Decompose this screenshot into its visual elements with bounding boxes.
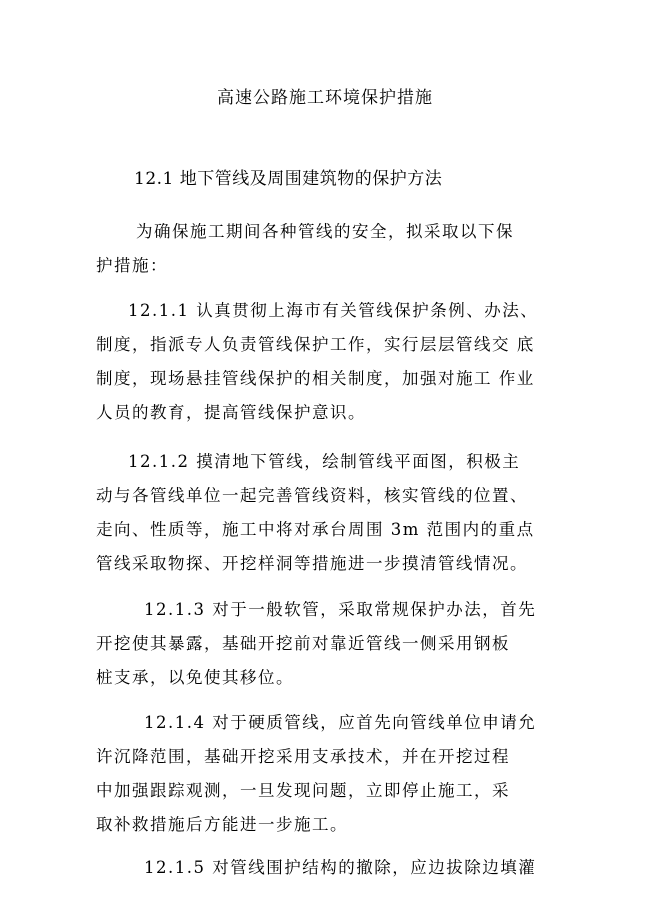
paragraph-12-1-2 — [96, 445, 576, 581]
paragraph-line: 制度，现场悬挂管线保护的相关制度，加强对施工 作业 — [96, 369, 535, 388]
paragraph-line: 管线采取物探、开挖样洞等措施进一步摸清管线情况。 — [96, 554, 528, 573]
paragraph-12-1-1 — [96, 294, 576, 430]
paragraph-line: 12.1.2 摸清地下管线，绘制管线平面图，积极主 — [128, 452, 521, 471]
paragraph-12-1-4 — [96, 706, 576, 842]
paragraph-line: 制度，指派专人负责管线保护工作，实行层层管线交 底 — [96, 335, 535, 354]
paragraph-line: 12.1.1 认真贯彻上海市有关管线保护条例、办法、 — [128, 301, 539, 320]
paragraph-line: 开挖使其暴露，基础开挖前对靠近管线一侧采用钢板 — [96, 634, 510, 653]
paragraph-line: 走向、性质等，施工中将对承台周围 3m 范围内的重点 — [96, 520, 535, 539]
paragraph-line: 12.1.5 对管线围护结构的撤除，应边拔除边填灌 — [144, 858, 537, 877]
paragraph-line: 动与各管线单位一起完善管线资料，核实管线的位置、 — [96, 486, 528, 505]
intro-paragraph — [96, 215, 576, 283]
intro-line: 护措施： — [96, 256, 168, 275]
paragraph-12-1-3 — [96, 593, 576, 695]
document-title: 高速公路施工环境保护措施 — [217, 88, 433, 108]
section-heading: 12.1 地下管线及周围建筑物的保护方法 — [134, 169, 443, 189]
paragraph-line: 12.1.4 对于硬质管线，应首先向管线单位申请允 — [144, 713, 537, 732]
intro-line: 为确保施工期间各种管线的安全，拟采取以下保 — [136, 222, 514, 241]
paragraph-line: 人员的教育，提高管线保护意识。 — [96, 403, 366, 422]
paragraph-line: 中加强跟踪观测，一旦发现问题，立即停止施工，采 — [96, 781, 510, 800]
paragraph-line: 12.1.3 对于一般软管，采取常规保护办法，首先 — [144, 600, 537, 619]
paragraph-line: 许沉降范围，基础开挖采用支承技术，并在开挖过程 — [96, 747, 510, 766]
paragraph-12-1-5 — [96, 851, 576, 885]
paragraph-line: 桩支承，以免使其移位。 — [96, 668, 294, 687]
paragraph-line: 取补救措施后方能进一步施工。 — [96, 815, 348, 834]
